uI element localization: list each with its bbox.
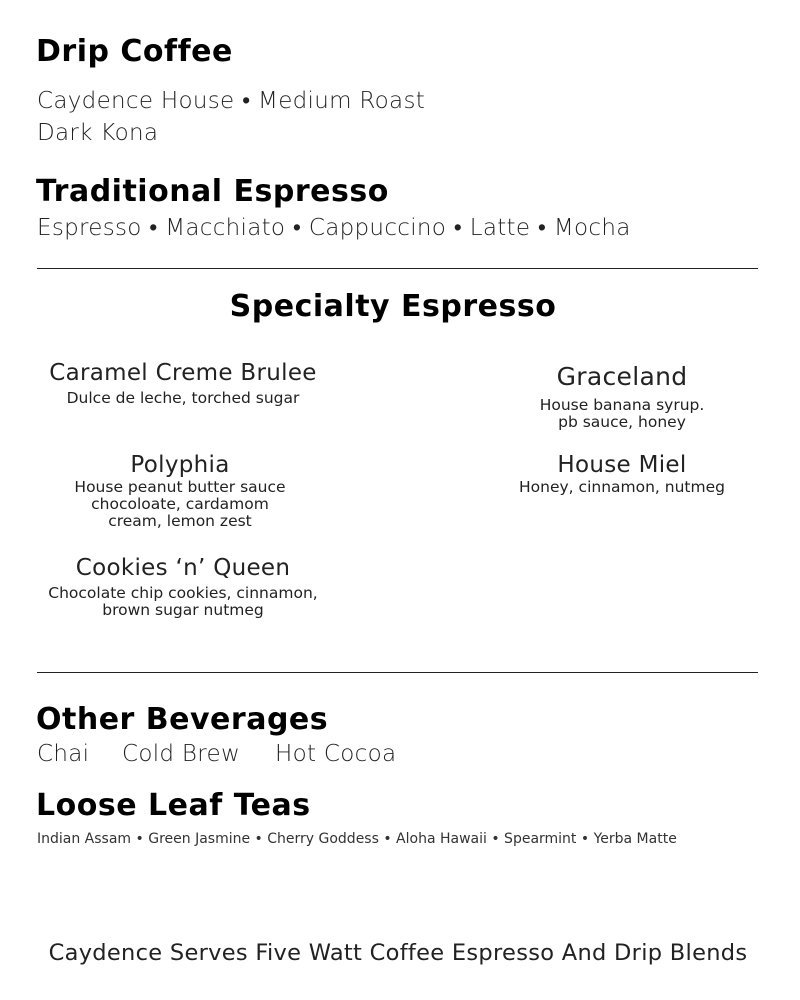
specialty-item-caramel-creme-brulee bbox=[13, 360, 353, 407]
item-name: House Miel bbox=[557, 452, 687, 478]
specialty-espresso-heading: Specialty Espresso bbox=[229, 289, 557, 324]
item-desc-line: House peanut butter sauce bbox=[74, 478, 286, 496]
item-name: Graceland bbox=[556, 362, 688, 391]
drip-coffee-heading: Drip Coffee bbox=[36, 34, 233, 69]
item-desc-line: pb sauce, honey bbox=[558, 413, 686, 431]
specialty-item-graceland bbox=[452, 362, 792, 431]
item-desc-line: chocoloate, cardamom bbox=[91, 495, 269, 513]
item-desc-line: Chocolate chip cookies, cinnamon, bbox=[48, 584, 318, 602]
traditional-espresso-heading: Traditional Espresso bbox=[36, 174, 389, 209]
item-desc-line: brown sugar nutmeg bbox=[102, 601, 264, 619]
item-desc-line: cream, lemon zest bbox=[108, 512, 252, 530]
loose-leaf-teas-heading: Loose Leaf Teas bbox=[36, 788, 311, 823]
item-desc-line: Dulce de leche, torched sugar bbox=[66, 389, 300, 407]
specialty-item-polyphia bbox=[10, 452, 350, 530]
specialty-item-house-miel bbox=[452, 452, 792, 496]
drip-coffee-line-2: Dark Kona bbox=[37, 120, 159, 146]
item-name: Polyphia bbox=[130, 452, 230, 478]
other-beverage-chai: Chai bbox=[37, 741, 90, 767]
section-divider-top bbox=[37, 268, 758, 269]
item-name: Caramel Creme Brulee bbox=[49, 360, 317, 386]
item-desc-line: House banana syrup. bbox=[539, 396, 705, 414]
other-beverage-hot-cocoa: Hot Cocoa bbox=[275, 741, 397, 767]
traditional-espresso-list: Espresso • Macchiato • Cappuccino • Latte • Mocha bbox=[37, 215, 631, 241]
drip-coffee-line-1: Caydence House • Medium Roast bbox=[37, 88, 426, 114]
loose-leaf-teas-list: Indian Assam • Green Jasmine • Cherry Goddess • Aloha Hawaii • Spearmint • Yerba Matte bbox=[37, 831, 677, 847]
specialty-item-cookies-n-queen bbox=[7, 555, 359, 619]
footer-note: Caydence Serves Five Watt Coffee Espresso And Drip Blends bbox=[48, 940, 748, 966]
section-divider-bottom bbox=[37, 672, 758, 673]
item-desc-line: Honey, cinnamon, nutmeg bbox=[519, 478, 725, 496]
item-name: Cookies ‘n’ Queen bbox=[75, 555, 291, 581]
other-beverage-cold-brew: Cold Brew bbox=[122, 741, 241, 767]
other-beverages-heading: Other Beverages bbox=[36, 702, 329, 737]
